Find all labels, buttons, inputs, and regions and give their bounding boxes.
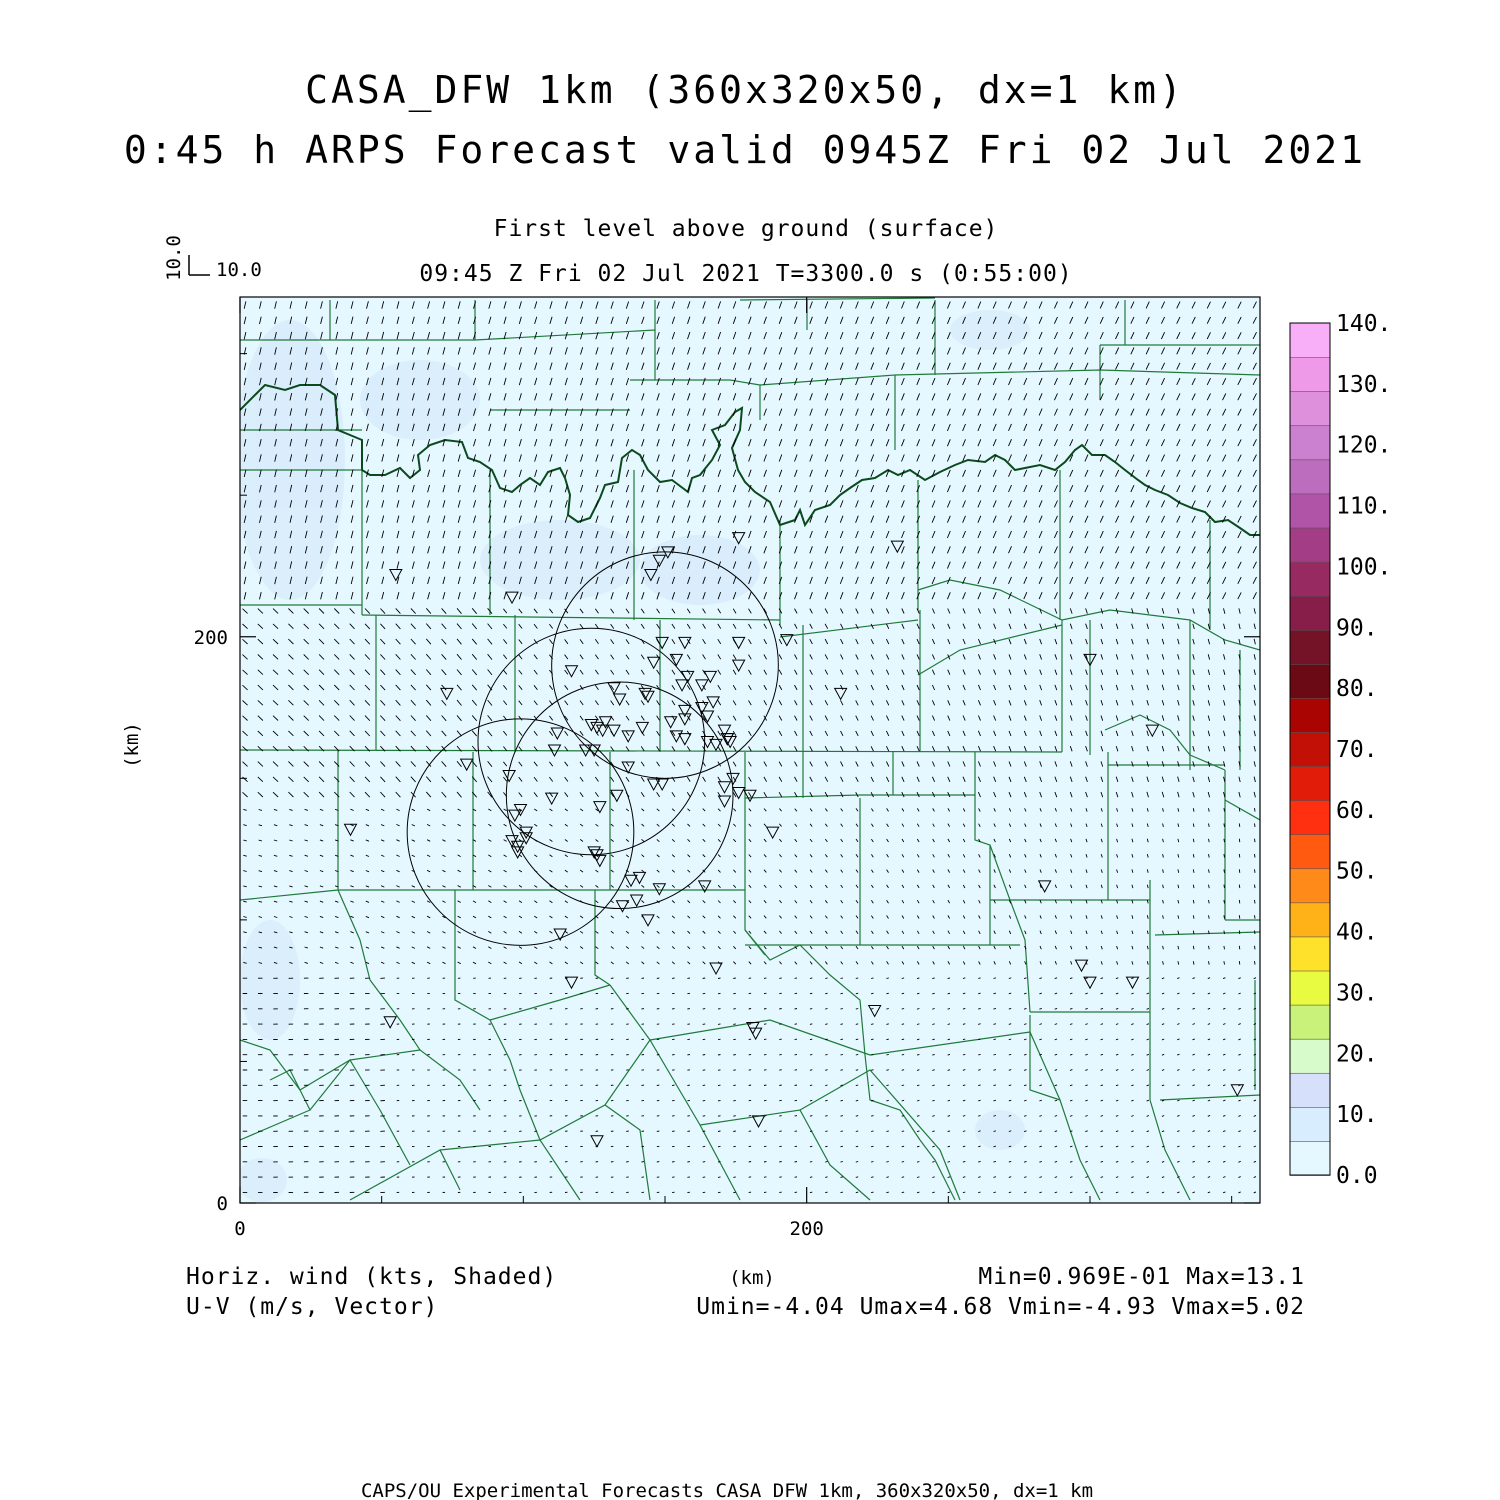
colorbar-segment — [1290, 800, 1330, 835]
time-line: 09:45 Z Fri 02 Jul 2021 T=3300.0 s (0:55:00) — [419, 261, 1073, 287]
y-tick-label: 0 — [216, 1193, 228, 1215]
colorbar-segment — [1290, 1039, 1330, 1074]
colorbar-label: 80. — [1336, 676, 1378, 703]
colorbar-segment — [1290, 868, 1330, 903]
colorbar-segment — [1290, 630, 1330, 665]
colorbar-label: 10. — [1336, 1102, 1378, 1129]
vector-key-u-label: 10.0 — [216, 259, 262, 281]
colorbar-label: 40. — [1336, 919, 1378, 946]
colorbar-label: 50. — [1336, 858, 1378, 885]
colorbar-segment — [1290, 562, 1330, 597]
colorbar-label: 20. — [1336, 1041, 1378, 1068]
colorbar-segment — [1290, 1073, 1330, 1108]
colorbar-label: 120. — [1336, 432, 1392, 459]
x-tick-label: 200 — [789, 1218, 824, 1240]
colorbar-segment — [1290, 391, 1330, 426]
colorbar-segment — [1290, 596, 1330, 631]
footer-uv-stats: Umin=-4.04 Umax=4.68 Vmin=-4.93 Vmax=5.02 — [696, 1294, 1305, 1320]
colorbar-label: 30. — [1336, 980, 1378, 1007]
colorbar-segment — [1290, 459, 1330, 494]
colorbar-segment — [1290, 902, 1330, 937]
title-line-2: 0:45 h ARPS Forecast valid 0945Z Fri 02 Jul 2021 — [123, 128, 1367, 172]
y-axis-label: (km) — [121, 722, 143, 768]
y-tick-label: 200 — [193, 626, 228, 649]
colorbar-segment — [1290, 971, 1330, 1006]
footer-vector-label: U-V (m/s, Vector) — [186, 1294, 439, 1320]
colorbar-segment — [1290, 527, 1330, 562]
vector-key-v-label: 10.0 — [163, 235, 185, 281]
colorbar-label: 0.0 — [1336, 1163, 1378, 1189]
colorbar-segment — [1290, 834, 1330, 869]
colorbar-label: 90. — [1336, 615, 1378, 642]
colorbar-segment — [1290, 1005, 1330, 1040]
colorbar-segment — [1290, 425, 1330, 460]
footer-credit: CAPS/OU Experimental Forecasts CASA DFW 1km, 360x320x50, dx=1 km — [360, 1480, 1094, 1500]
colorbar-segment — [1290, 732, 1330, 767]
colorbar-segment — [1290, 664, 1330, 699]
footer-shaded-label: Horiz. wind (kts, Shaded) — [186, 1264, 558, 1290]
map-panel — [194, 297, 1260, 1240]
colorbar-segment — [1290, 766, 1330, 801]
colorbar-segment — [1290, 323, 1330, 358]
title-line-1: CASA_DFW 1km (360x320x50, dx=1 km) — [305, 68, 1185, 112]
footer-minmax: Min=0.969E-01 Max=13.1 — [978, 1264, 1305, 1290]
colorbar-label: 140. — [1336, 311, 1392, 337]
colorbar-segment — [1290, 1107, 1330, 1142]
colorbar-label: 130. — [1336, 371, 1392, 398]
vector-key — [163, 235, 262, 281]
colorbar-label: 110. — [1336, 493, 1392, 520]
colorbar-label: 100. — [1336, 554, 1392, 581]
x-axis-label: (km) — [729, 1267, 775, 1289]
colorbar-segment — [1290, 1141, 1330, 1176]
colorbar-segment — [1290, 357, 1330, 392]
colorbar — [1290, 311, 1391, 1189]
x-tick-label: 0 — [234, 1218, 246, 1240]
colorbar-label: 70. — [1336, 737, 1378, 763]
colorbar-segment — [1290, 936, 1330, 971]
colorbar-segment — [1290, 698, 1330, 733]
colorbar-label: 60. — [1336, 797, 1378, 824]
subtitle: First level above ground (surface) — [493, 216, 999, 242]
colorbar-segment — [1290, 493, 1330, 528]
